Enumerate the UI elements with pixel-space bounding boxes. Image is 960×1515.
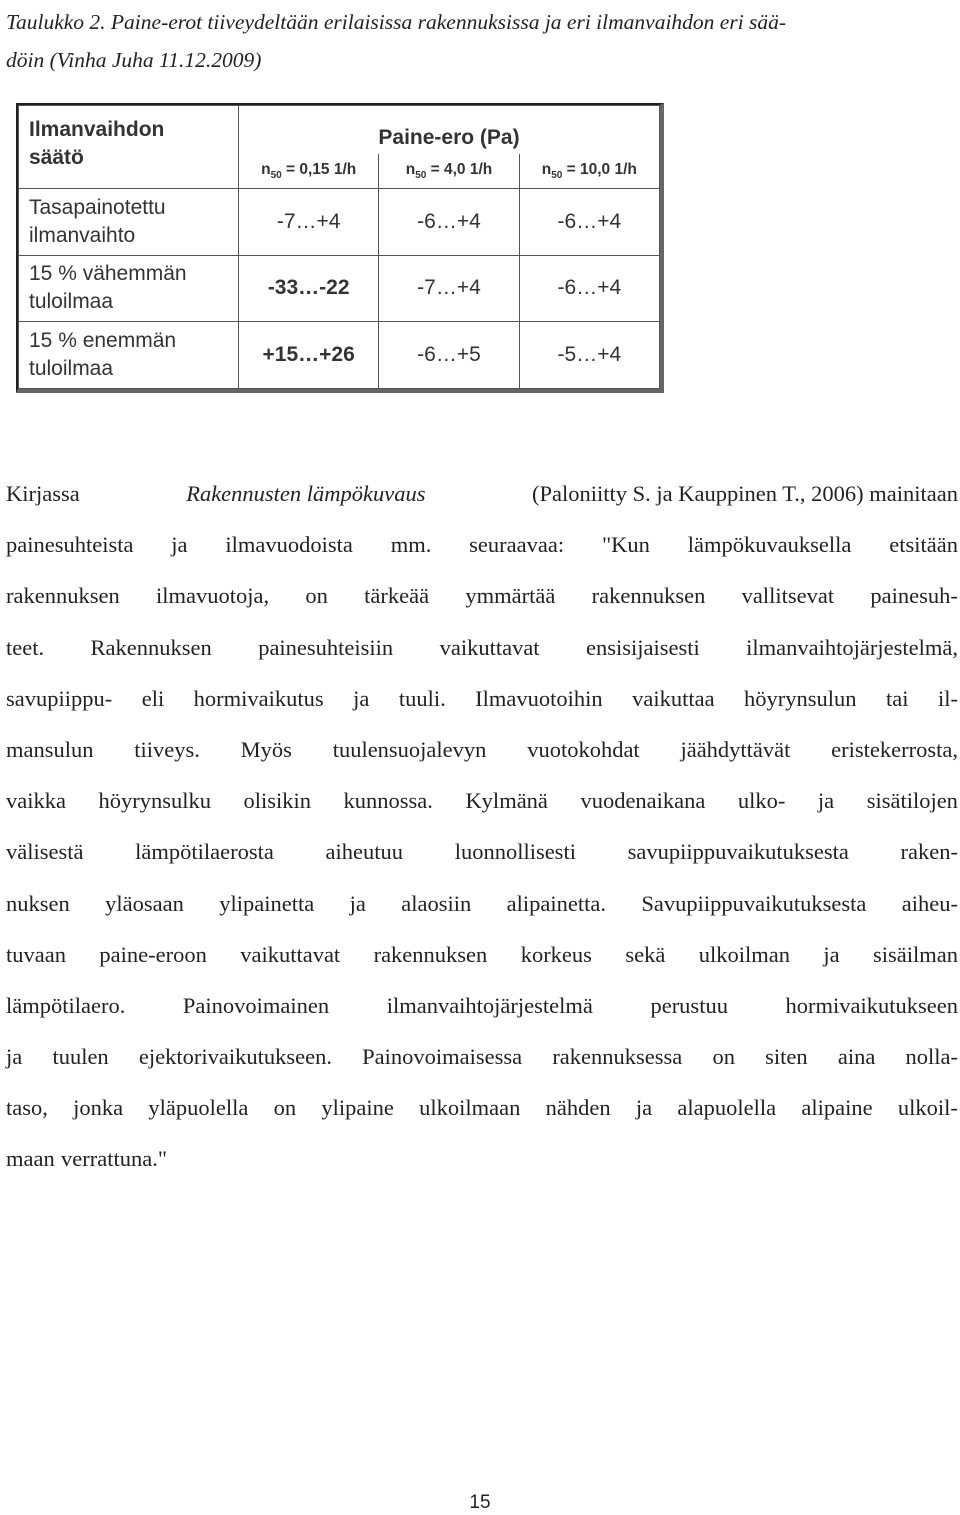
text-word: vaikuttavat: [240, 941, 341, 967]
text-word: seuraavaa:: [469, 532, 565, 558]
text-line: [6, 826, 958, 877]
table-row: [19, 189, 660, 256]
text-line: [6, 1133, 958, 1184]
text-word: alapuolella: [677, 1095, 777, 1121]
text-word: teet.: [6, 634, 45, 660]
text-word: luonnollisesti: [454, 839, 576, 865]
row-label-line: Tasapainotettu: [29, 195, 166, 219]
row-label-line: 15 % enemmän: [29, 329, 177, 353]
column-header-prefix: n: [541, 160, 552, 178]
text-word: on: [305, 583, 328, 609]
text-line: [6, 724, 958, 775]
column-header-subscript: 50: [551, 170, 563, 182]
table-cell: -33…-22: [239, 255, 379, 322]
text-word: ulkoilmaan: [419, 1095, 521, 1121]
text-line: [6, 775, 958, 826]
text-word: Painovoimaisessa: [362, 1044, 523, 1070]
text-word: ilmanvaihtojärjestelmä,: [746, 634, 958, 660]
text-line: [6, 878, 958, 929]
text-word: rakennuksen: [6, 583, 120, 609]
text-word: vuodenaikana: [580, 788, 706, 814]
column-header-prefix: n: [405, 160, 416, 178]
text-word: ejektorivaikutukseen.: [138, 1044, 332, 1070]
text-word: eli: [141, 685, 165, 711]
text-word: sekä: [625, 941, 666, 967]
body-paragraph: [6, 468, 958, 1185]
text-word: ulkoil-: [897, 1095, 958, 1121]
text-line: [6, 980, 958, 1031]
text-word: vaikuttavat: [439, 634, 540, 660]
text-word: aina: [837, 1044, 876, 1070]
table-cell: -6…+4: [379, 189, 519, 256]
text-word: savupiippuvaikutuksesta: [627, 839, 849, 865]
text-word: verrattuna.": [61, 1146, 168, 1172]
text-word: painesuhteista: [6, 532, 134, 558]
table-row: [19, 255, 660, 322]
text-word: sisätilojen: [866, 788, 958, 814]
table-cell: -6…+4: [519, 255, 659, 322]
column-header: [239, 154, 379, 189]
column-header-suffix: = 4,0 1/h: [426, 160, 493, 178]
text-word: Myös: [240, 736, 292, 762]
text-word: ja: [823, 941, 840, 967]
table-cell: +15…+26: [239, 322, 379, 389]
row-label-line: tuloilmaa: [29, 357, 114, 381]
text-word: sisäilman: [872, 941, 958, 967]
text-word: nolla-: [905, 1044, 958, 1070]
text-line: [6, 622, 958, 673]
table-cell: -6…+4: [519, 189, 659, 256]
text-word: ilmanvaihtojärjestelmä: [386, 992, 593, 1018]
text-word: yläosaan: [105, 890, 184, 916]
page-number: 15: [469, 1492, 491, 1513]
caption-line: döin (Vinha Juha 11.12.2009): [6, 48, 262, 72]
table-row: [19, 322, 660, 389]
text-word: raken-: [900, 839, 958, 865]
text-word: "Kun: [601, 532, 650, 558]
text-word: savupiippu-: [6, 685, 113, 711]
text-word: vallitsevat: [741, 583, 835, 609]
corner-header-line: Ilmanvaihdon: [29, 118, 165, 141]
text-word: ilmavuotoja,: [156, 583, 270, 609]
caption-line: Taulukko 2. Paine-erot tiiveydeltään erilaisissa rakennuksissa ja eri ilmanvaihdon eri sää-: [6, 10, 787, 34]
text-word: hormivaikutukseen: [785, 992, 958, 1018]
text-word: jäähdyttävät: [680, 736, 791, 762]
table-group-header: Paine-ero (Pa): [239, 106, 660, 155]
text-word: ja: [353, 685, 370, 711]
text-word: Rakennuksen: [90, 634, 212, 660]
row-label-line: ilmanvaihto: [29, 223, 136, 247]
body-lines: [6, 519, 958, 1184]
text-word: ilmavuodoista: [225, 532, 353, 558]
text-word: alaosiin: [401, 890, 472, 916]
text-fragment: (Paloniitty S. ja Kauppinen T., 2006) mainitaan: [532, 481, 958, 506]
text-word: rakennuksen: [373, 941, 488, 967]
text-word: höyrynsulku: [98, 788, 211, 814]
text-word: ja: [635, 1095, 653, 1121]
text-word: yläpuolella: [148, 1095, 249, 1121]
table-cell: -7…+4: [379, 255, 519, 322]
text-word: kunnossa.: [343, 788, 433, 814]
text-line: [6, 673, 958, 724]
book-title: Rakennusten lämpökuvaus: [186, 481, 426, 506]
text-word: ensisijaisesti: [585, 634, 700, 660]
text-word: nuksen: [6, 890, 70, 916]
text-line: [6, 1082, 958, 1133]
text-word: jonka: [73, 1095, 124, 1121]
text-word: höyrynsulun: [744, 685, 857, 711]
text-fragment: Kirjassa: [6, 481, 80, 506]
text-word: Painovoimainen: [182, 992, 330, 1018]
text-line: [6, 570, 958, 621]
text-word: perustuu: [650, 992, 728, 1018]
row-label: [19, 189, 239, 256]
text-word: il-: [937, 685, 958, 711]
row-label-line: 15 % vähemmän: [29, 262, 187, 286]
column-header-subscript: 50: [270, 170, 282, 182]
table-corner-header: [19, 106, 239, 189]
text-word: välisestä: [6, 839, 84, 865]
row-label: [19, 322, 239, 389]
text-word: rakennuksessa: [552, 1044, 683, 1070]
text-word: Kylmänä: [465, 788, 548, 814]
column-header-suffix: = 0,15 1/h: [281, 160, 357, 178]
text-word: tuulen: [52, 1044, 109, 1070]
text-word: Savupiippuvaikutuksesta: [641, 890, 867, 916]
text-word: on: [712, 1044, 735, 1070]
text-word: maan: [6, 1146, 55, 1172]
text-word: paine-eroon: [99, 941, 207, 967]
text-word: ylipaine: [321, 1095, 394, 1121]
column-header: [519, 154, 659, 189]
text-word: aiheu-: [901, 890, 958, 916]
text-word: painesuh-: [870, 583, 958, 609]
text-word: lämpökuvauksella: [687, 532, 852, 558]
table-caption: [6, 3, 946, 79]
text-line: [6, 519, 958, 570]
text-word: tärkeää: [364, 583, 430, 609]
text-word: taso,: [6, 1095, 48, 1121]
text-word: tuvaan: [6, 941, 66, 967]
text-word: etsitään: [889, 532, 958, 558]
text-word: ulko-: [737, 788, 786, 814]
pressure-difference-table: [16, 103, 664, 393]
text-word: ja: [349, 890, 366, 916]
text-word: alipaine: [801, 1095, 873, 1121]
text-word: olisikin: [243, 788, 312, 814]
column-header-subscript: 50: [415, 170, 427, 182]
text-word: vaikuttaa: [632, 685, 715, 711]
text-word: vaikka: [6, 788, 66, 814]
corner-header-line: säätö: [29, 146, 84, 169]
text-word: aiheutuu: [325, 839, 404, 865]
text-line: [6, 1031, 958, 1082]
text-word: tiiveys.: [134, 736, 200, 762]
text-word: ja: [817, 788, 835, 814]
text-word: ymmärtää: [465, 583, 556, 609]
text-word: siten: [765, 1044, 808, 1070]
text-word: on: [273, 1095, 297, 1121]
column-header-suffix: = 10,0 1/h: [562, 160, 637, 178]
text-word: eristekerrosta,: [831, 736, 958, 762]
text-word: alipainetta.: [506, 890, 606, 916]
text-word: tuulensuojalevyn: [332, 736, 487, 762]
text-word: painesuhteisiin: [258, 634, 394, 660]
table-cell: -7…+4: [239, 189, 379, 256]
text-word: ulkoilman: [698, 941, 790, 967]
row-label: [19, 255, 239, 322]
text-word: Ilmavuotoihin: [475, 685, 603, 711]
text-word: lämpötilaerosta: [135, 839, 274, 865]
text-word: ja: [6, 1044, 23, 1070]
text-word: rakennuksen: [591, 583, 706, 609]
text-word: lämpötilaero.: [6, 992, 126, 1018]
table-cell: -5…+4: [519, 322, 659, 389]
table-cell: -6…+5: [379, 322, 519, 389]
text-word: korkeus: [520, 941, 592, 967]
row-label-line: tuloilmaa: [29, 290, 114, 314]
text-line: [6, 468, 958, 519]
column-header-prefix: n: [261, 160, 271, 178]
text-word: mm.: [390, 532, 432, 558]
text-line: [6, 929, 958, 980]
text-word: ylipainetta: [219, 890, 315, 916]
text-word: hormivaikutus: [193, 685, 324, 711]
text-word: tai: [885, 685, 909, 711]
text-word: ja: [171, 532, 188, 558]
text-word: tuuli.: [398, 685, 446, 711]
column-header: [379, 154, 519, 189]
text-word: vuotokohdat: [527, 736, 640, 762]
text-word: mansulun: [6, 736, 94, 762]
text-word: nähden: [545, 1095, 611, 1121]
